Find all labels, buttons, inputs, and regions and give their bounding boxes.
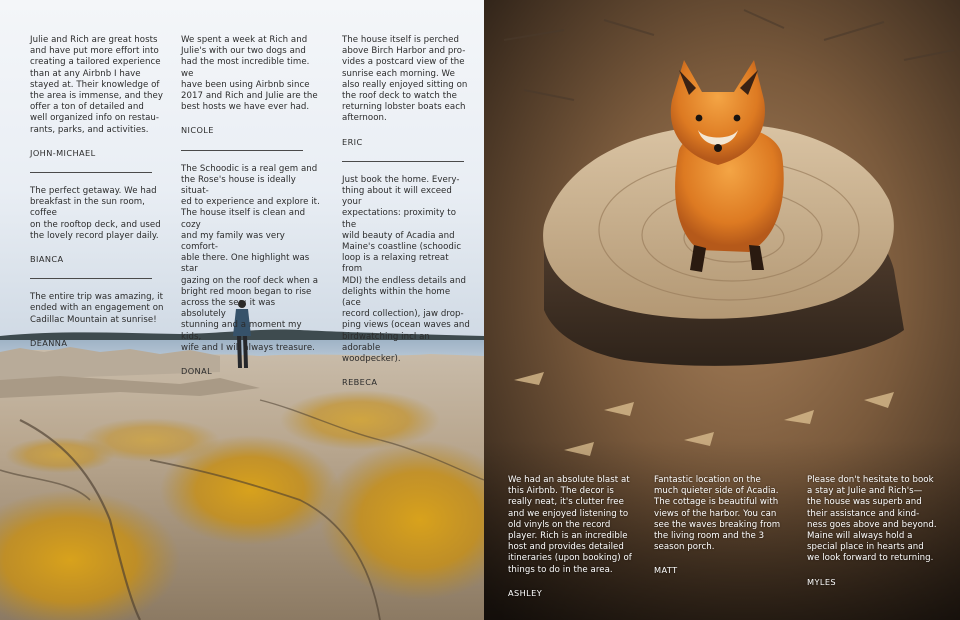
testimonial-quote: Please don't hesitate to book a stay at Julie and Rich's— the house was superb and their assistance and kind- ness goes above and beyond. Maine will always hold a special place in hearts and we look forward to returning. <box>807 475 937 564</box>
testimonial-quote: Julie and Rich are great hosts and have put more effort into creating a tailored experience than at any Airbnb I have stayed at. Their knowledge of the area is immense, and they offer a ton of detailed and well organized info on restau- rants, parks, and activities. <box>30 35 163 135</box>
testimonial-column-2 <box>181 35 321 377</box>
testimonial-rebeca <box>342 175 470 389</box>
testimonial-author: MYLES <box>807 576 836 587</box>
testimonial-quote: We had an absolute blast at this Airbnb. The decor is really neat, it's clutter free and we enjoyed listening to old vinyls on the record player. Rich is an incredible host and provides detailed itineraries (upon booking) of things to do in the area. <box>508 475 632 575</box>
testimonial-quote: Just book the home. Every- thing about it will exceed your expectations: proximity to the wild beauty of Acadia and Maine's coastline (schoodic loop is a relaxing retreat from MDI) the endless details and delights within the home (ace record collection), jaw drop- ping views (ocean waves and birdwatching incl an adorable woodpecker). <box>342 174 470 365</box>
testimonial-column-3 <box>342 35 470 388</box>
testimonial-quote: We spent a week at Rich and Julie's with our two dogs and had the most incredible time. we have been using Airbnb since 2017 and Rich and Julie are the best hosts we have ever had. <box>181 35 318 113</box>
divider <box>181 150 303 151</box>
divider <box>30 172 152 173</box>
testimonial-nicole <box>181 35 321 137</box>
testimonial-column-1 <box>30 35 164 349</box>
testimonial-quote: The Schoodic is a real gem and the Rose's house is ideally situat- ed to experience and explore it. The house itself is clean and cozy and my family was very comfort- able there. One highlight was star gazing on the roof deck when a bright red moon began to rise across the sea; it was absolutely stunning and a moment my kids, wife and I will always treasure. <box>181 163 320 353</box>
testimonial-column-4 <box>508 475 650 599</box>
testimonial-bianca <box>30 186 164 265</box>
testimonial-quote: The entire trip was amazing, it ended with an engagement on Cadillac Mountain at sunrise! <box>30 292 164 325</box>
divider <box>342 161 464 162</box>
testimonial-author: NICOLE <box>181 125 214 136</box>
testimonial-ashley <box>508 475 650 599</box>
testimonial-quote: Fantastic location on the much quieter side of Acadia. The cottage is beautiful with views of the harbor. You can see the waves breaking from the living room and the 3 season porch. <box>654 475 781 553</box>
testimonial-column-6 <box>807 475 949 588</box>
divider <box>30 278 152 279</box>
testimonial-quote: The perfect getaway. We had breakfast in the sun room, coffee on the rooftop deck, and used the lovely record player daily. <box>30 186 161 241</box>
testimonial-author: ASHLEY <box>508 587 543 598</box>
testimonial-author: BIANCA <box>30 254 64 265</box>
testimonial-author: JOHN-MICHAEL <box>30 147 96 158</box>
testimonial-matt <box>654 475 796 577</box>
right-page <box>484 0 960 620</box>
testimonial-eric <box>342 35 470 148</box>
testimonial-john-michael <box>30 35 164 159</box>
testimonial-author: REBECA <box>342 377 378 388</box>
testimonial-author: DEANNA <box>30 337 68 348</box>
testimonial-author: MATT <box>654 565 678 576</box>
testimonial-myles <box>807 475 949 588</box>
testimonial-author: DONAL <box>181 366 213 377</box>
testimonial-column-5 <box>654 475 796 577</box>
testimonial-quote: The house itself is perched above Birch Harbor and pro- vides a postcard view of the sunrise each morning. We also really enjoyed sitting on the roof deck to watch the returning lobster boats each afternoon. <box>342 35 468 124</box>
testimonial-donal <box>181 164 321 378</box>
testimonial-deanna <box>30 292 164 349</box>
testimonial-author: ERIC <box>342 136 363 147</box>
